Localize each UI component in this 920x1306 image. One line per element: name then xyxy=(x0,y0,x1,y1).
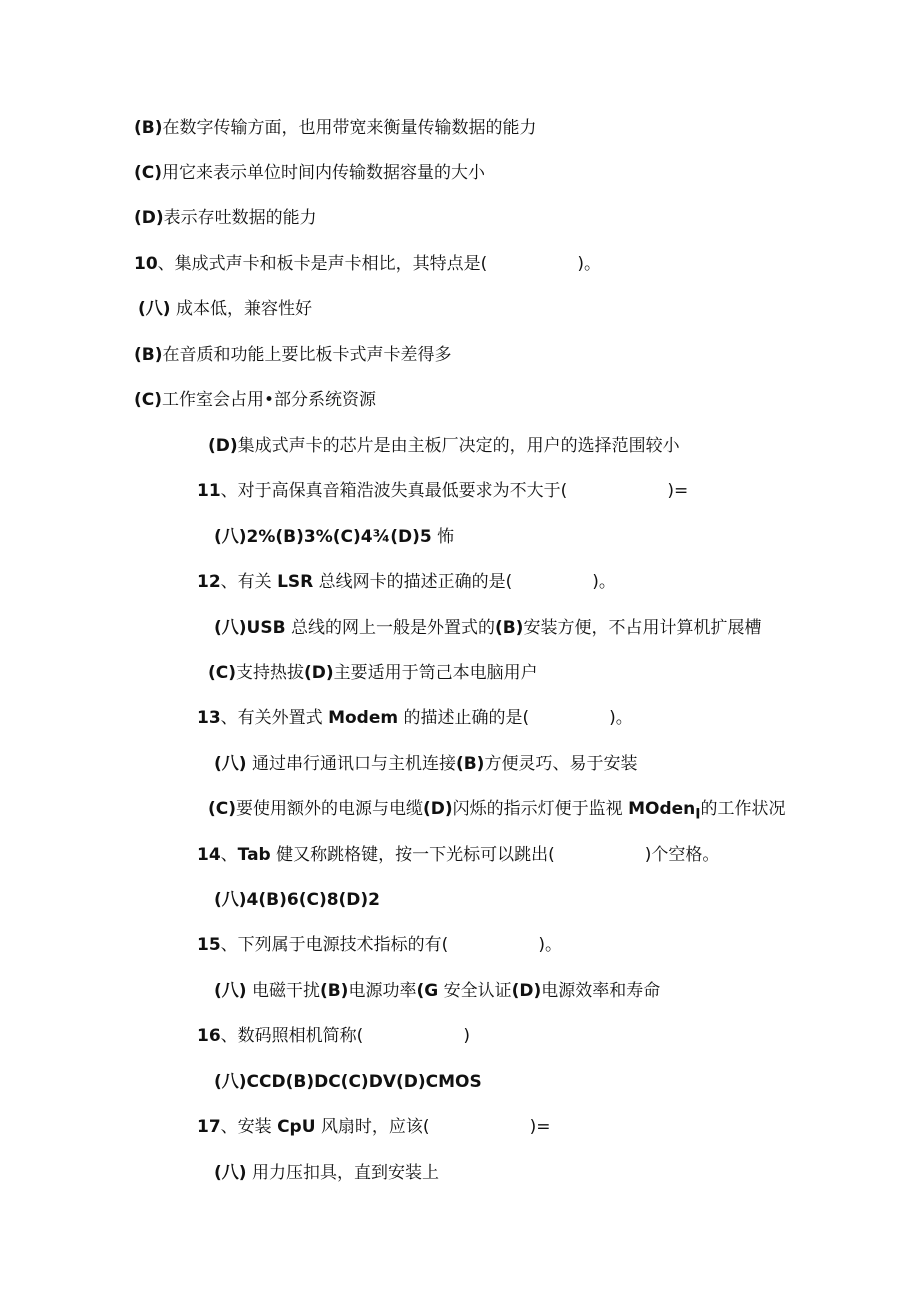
option-text: 集成式声卡的芯片是由主板厂决定的，用户的选择范围较小 xyxy=(237,436,680,456)
option-label: (八) xyxy=(214,1163,247,1183)
option-label: (D) xyxy=(423,799,453,819)
option-label: (C) xyxy=(208,799,237,819)
option-label: (C) xyxy=(134,163,163,183)
question-number: 14 xyxy=(197,845,221,865)
option-17a xyxy=(214,1162,439,1184)
question-number: 13 xyxy=(197,708,221,728)
question-16 xyxy=(197,1025,470,1047)
option-text: 电源功率 xyxy=(348,981,417,1001)
option-label: (B) xyxy=(319,981,349,1001)
option-label: (八) xyxy=(214,981,247,1001)
option-10b xyxy=(134,344,452,366)
question-text: 、有关外置式 xyxy=(220,708,323,728)
question-text-end: )= xyxy=(667,481,689,501)
term-subscript: I xyxy=(695,806,701,823)
term: Modem xyxy=(328,708,399,728)
question-text: 的描述止确的是( xyxy=(403,708,530,728)
options-15 xyxy=(214,980,660,1002)
question-text: 、安装 xyxy=(220,1117,272,1137)
option-text: 在音质和功能上要比板卡式声卡差得多 xyxy=(162,345,452,365)
question-number: 12 xyxy=(197,572,221,592)
option-9c xyxy=(134,162,485,184)
option-10c xyxy=(134,389,376,411)
options-14 xyxy=(214,889,380,911)
option-text: 闪烁的指示灯便于监视 xyxy=(452,799,623,819)
option-text: 主要适用于笥己本电脑用户 xyxy=(333,663,538,683)
question-11 xyxy=(197,480,688,502)
option-label: (D) xyxy=(304,663,334,683)
question-text: 、数码照相机简称( xyxy=(220,1026,364,1046)
option-text: 方便灵巧、易于安装 xyxy=(484,754,638,774)
option-10d xyxy=(208,435,680,457)
question-17 xyxy=(197,1116,550,1138)
option-label: (B) xyxy=(455,754,485,774)
option-label: (D) xyxy=(208,436,238,456)
options-12-ab xyxy=(214,617,761,639)
question-text-end: ) xyxy=(463,1026,470,1046)
term: CpU xyxy=(277,1117,316,1137)
options-inline: (八)CCD(B)DC(C)DV(D)CMOS xyxy=(214,1072,482,1092)
question-13 xyxy=(197,707,633,729)
question-number: 11 xyxy=(197,481,221,501)
term: MOden xyxy=(628,799,696,819)
question-text: 风扇时，应该( xyxy=(320,1117,430,1137)
option-text: 电源效率和寿命 xyxy=(541,981,661,1001)
question-text-end: )个空格。 xyxy=(644,845,720,865)
question-text: 、有关 xyxy=(220,572,272,592)
option-text: 总线的网上一般是外置式的 xyxy=(290,618,495,638)
option-label: (B) xyxy=(494,618,524,638)
option-9d xyxy=(134,207,317,229)
option-label: (C) xyxy=(208,663,237,683)
option-10a xyxy=(138,298,312,320)
option-label: (D) xyxy=(511,981,542,1001)
question-text: 、 xyxy=(220,845,238,865)
option-label: (C) xyxy=(134,390,163,410)
option-label: (八) xyxy=(138,299,171,319)
question-number: 15 xyxy=(197,935,221,955)
option-text: 成本低，兼容性好 xyxy=(175,299,312,319)
question-text: 总线网卡的描述正确的是( xyxy=(318,572,513,592)
option-text: 在数字传输方面，也用带宽来衡量传输数据的能力 xyxy=(162,118,537,138)
question-text-end: )。 xyxy=(609,708,633,728)
options-inline: (八)2%(B)3%(C)4¾(D)5 xyxy=(214,527,432,547)
option-text: 的工作状况 xyxy=(700,799,786,819)
option-9b xyxy=(134,117,537,139)
question-text-end: )= xyxy=(529,1117,551,1137)
option-text: 用它来表示单位时间内传输数据容量的大小 xyxy=(162,163,486,183)
option-text: 通过串行通讯口与主机连接 xyxy=(251,754,456,774)
options-11 xyxy=(214,526,454,548)
option-text: 怖 xyxy=(437,527,455,547)
option-text: 要使用额外的电源与电缆 xyxy=(236,799,424,819)
question-text: 、对于高保真音箱浩波失真最低要求为不大于( xyxy=(220,481,568,501)
question-text-end: )。 xyxy=(592,572,616,592)
options-16 xyxy=(214,1071,482,1093)
options-13-cd xyxy=(208,798,786,825)
option-text: 安全认证 xyxy=(443,981,512,1001)
options-12-cd xyxy=(208,662,538,684)
option-text: 用力压扣具，直到安装上 xyxy=(251,1163,439,1183)
option-text: 电磁干扰 xyxy=(251,981,320,1001)
question-number: 17 xyxy=(197,1117,221,1137)
question-12 xyxy=(197,571,616,593)
option-label: (八)USB xyxy=(214,618,286,638)
term: Tab xyxy=(237,845,271,865)
option-label: (B) xyxy=(134,345,163,365)
question-number: 16 xyxy=(197,1026,221,1046)
option-text: 安装方便，不占用计算机扩展槽 xyxy=(523,618,762,638)
question-text: 健又称跳格键，按一下光标可以跳出( xyxy=(276,845,555,865)
question-15 xyxy=(197,934,562,956)
option-label: (B) xyxy=(134,118,163,138)
question-text: 、下列属于电源技术指标的有( xyxy=(220,935,449,955)
question-text-end: )。 xyxy=(538,935,562,955)
question-text-end: )。 xyxy=(577,254,601,274)
question-text: 、集成式声卡和板卡是声卡相比，其特点是( xyxy=(157,254,488,274)
options-13-ab xyxy=(214,753,637,775)
option-text: 支持热拔 xyxy=(236,663,305,683)
option-label: (G xyxy=(416,981,439,1001)
option-label: (八) xyxy=(214,754,247,774)
option-text: 工作室会占用•部分系统资源 xyxy=(162,390,377,410)
question-10 xyxy=(134,253,601,275)
option-label: (D) xyxy=(134,208,164,228)
options-inline: (八)4(B)6(C)8(D)2 xyxy=(214,890,381,910)
term: LSR xyxy=(277,572,314,592)
option-text: 表示存吐数据的能力 xyxy=(163,208,317,228)
question-number: 10 xyxy=(134,254,158,274)
question-14 xyxy=(197,844,719,866)
